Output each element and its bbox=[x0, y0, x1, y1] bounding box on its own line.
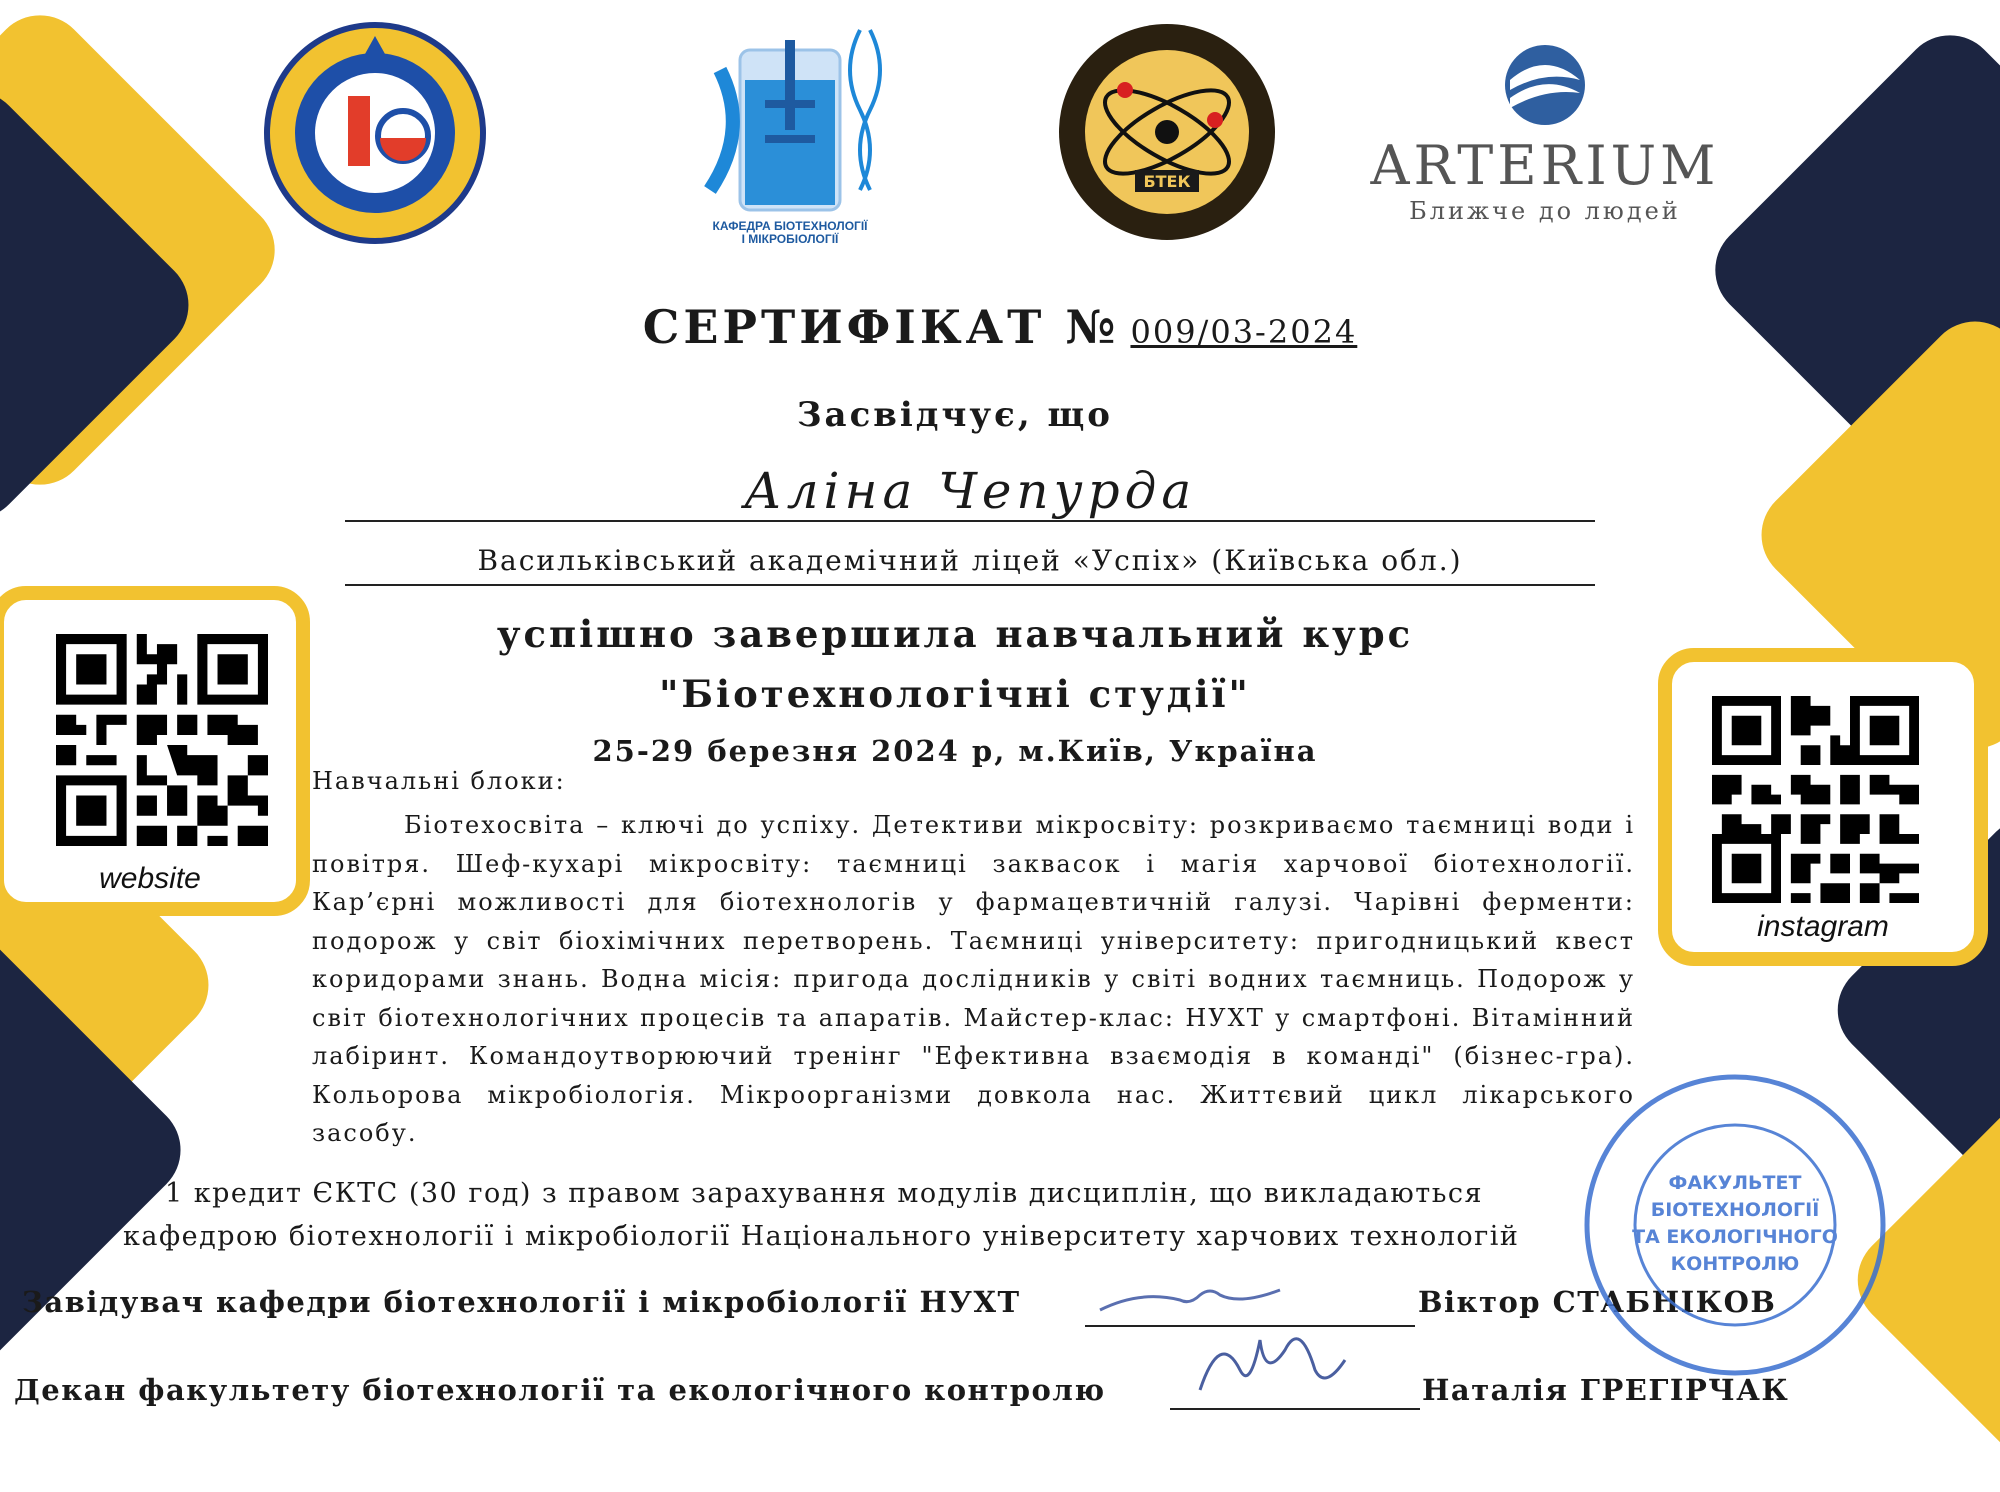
recipient-underline bbox=[345, 520, 1595, 522]
completed-text: успішно завершила навчальний курс bbox=[496, 612, 1414, 656]
signature-role-2: Декан факультету біотехнології та екологічного контролю bbox=[14, 1373, 1106, 1407]
arterium-brand: ARTERIUM bbox=[1370, 134, 1720, 197]
school-name: Васильківський академічний ліцей «Успіх» (Київська обл.) bbox=[477, 544, 1463, 577]
biotech-department-logo bbox=[680, 10, 900, 255]
recipient-name: Аліна Чепурда bbox=[743, 462, 1197, 520]
signature-name-1: Віктор СТАБНІКОВ bbox=[1418, 1285, 1777, 1319]
btek-label: БТЕК bbox=[1143, 172, 1191, 191]
signature-name-2: Наталія ГРЕГІРЧАК bbox=[1422, 1373, 1790, 1407]
website-qr-label: website bbox=[99, 862, 201, 895]
certificate-title: СЕРТИФІКАТ № bbox=[642, 300, 1120, 354]
signature-row-2 bbox=[14, 1373, 1106, 1407]
faculty-stamp bbox=[1580, 1070, 1890, 1380]
signature-role-1: Завідувач кафедри біотехнології і мікробіології НУХТ bbox=[22, 1285, 1021, 1319]
signature-mark-2 bbox=[1180, 1320, 1380, 1410]
stamp-line-3: ТА ЕКОЛОГІЧНОГО bbox=[1632, 1226, 1838, 1248]
website-qr-card[interactable] bbox=[0, 586, 310, 916]
biotech-logo-line1: КАФЕДРА БІОТЕХНОЛОГІЇ bbox=[712, 218, 868, 233]
arterium-swirl-icon bbox=[1500, 40, 1590, 130]
signature-row-1 bbox=[22, 1285, 1021, 1319]
stamp-line-1: ФАКУЛЬТЕТ bbox=[1668, 1172, 1802, 1194]
instagram-qr-code[interactable] bbox=[1712, 696, 1919, 903]
blocks-text: Біотехосвіта – ключі до успіху. Детективи мікросвіту: розкриваємо таємниці води і повітря. Шеф-кухарі мікросвіту: таємниці заквасок і магія харчової біотехнології. Кар’єрні можливості для біотехнологів у фармацевтичній галузі. Чарівні ферменти: подорож у світ біохімічних перетворень. Таємниці університету: пригодницький квест коридорами знань. Водна місія: пригода дослідників у світі водних таємниць. Подорож у світ біотехнологічних процесів та апаратів. Майстер-клас: НУХТ у смартфоні. Вітамінний лабіринт. Командоутворюючий тренінг "Ефективна взаємодія в команді" (бізнес-гра). Кольорова мікробіологія. Мікроорганізми довкола нас. Життєвий цикл лікарського засобу. bbox=[312, 811, 1635, 1147]
stamp-line-2: БІОТЕХНОЛОГІЇ bbox=[1650, 1199, 1820, 1221]
website-qr-code[interactable] bbox=[56, 634, 268, 846]
blocks-label: Навчальні блоки: bbox=[312, 767, 566, 795]
certificate-number: 009/03-2024 bbox=[1130, 313, 1358, 351]
course-dates: 25-29 березня 2024 р, м.Київ, Україна bbox=[592, 734, 1318, 768]
arterium-logo bbox=[1370, 10, 1720, 255]
instagram-qr-card[interactable] bbox=[1658, 648, 1988, 966]
arterium-tagline: Ближче до людей bbox=[1409, 197, 1681, 225]
credit-line-1: 1 кредит ЄКТС (30 год) з правом зарахування модулів дисциплін, що викладаються bbox=[165, 1178, 1484, 1209]
school-underline bbox=[345, 584, 1595, 586]
certifies-text: Засвідчує, що bbox=[797, 395, 1113, 435]
course-name: "Біотехнологічні студії" bbox=[659, 672, 1251, 716]
credit-line-2: кафедрою біотехнології і мікробіології Національного університету харчових технологій bbox=[123, 1221, 1520, 1252]
stamp-line-4: КОНТРОЛЮ bbox=[1670, 1253, 1800, 1275]
certificate-title-row bbox=[0, 300, 2000, 354]
biotech-logo-line2: І МІКРОБІОЛОГІЇ bbox=[741, 231, 839, 246]
btek-emblem-logo bbox=[1055, 10, 1280, 255]
instagram-qr-label: instagram bbox=[1757, 910, 1889, 943]
nuft-emblem-logo bbox=[255, 10, 495, 255]
